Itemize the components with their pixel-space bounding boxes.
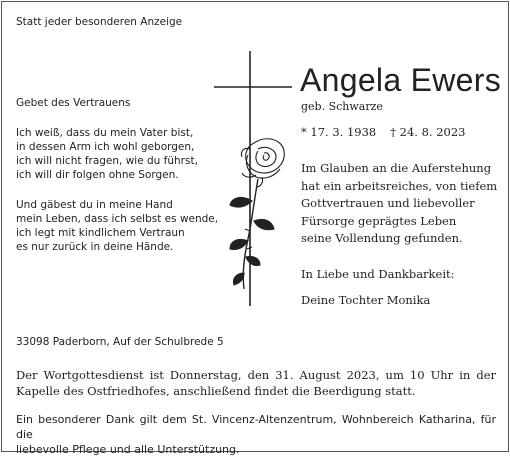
faith-line: hat ein arbeitsreiches, von tiefem — [301, 178, 498, 193]
prayer-stanza-1 — [16, 126, 198, 182]
prayer-line: mein Leben, dass ich selbst es wende, — [16, 213, 219, 225]
prayer-line: in dessen Arm ich wohl geborgen, — [16, 141, 195, 153]
service-line: Kapelle des Ostfriedhofes, anschließend findet die Beerdigung statt. — [16, 384, 416, 398]
faith-line: seine Vollendung gefunden. — [301, 231, 463, 245]
life-dates — [301, 125, 466, 139]
faith-line: Fürsorge geprägtes Leben — [301, 213, 457, 228]
prayer-line: ich will dir folgen ohne Sorgen. — [16, 169, 179, 181]
obituary-notice — [1, 1, 509, 456]
cross-icon — [214, 51, 292, 306]
prayer-line: ich legt mit kindlichem Vertraun — [16, 227, 185, 239]
gratitude-line: Ein besonderer Dank gilt dem St. Vincenz-Altenzentrum, Wohnbereich Katharina, für die — [16, 413, 496, 441]
prayer-line: Ich weiß, dass du mein Vater bist, — [16, 127, 194, 139]
notice-header: Statt jeder besonderen Anzeige — [16, 16, 183, 28]
faith-line: Im Glauben an die Auferstehung — [301, 161, 492, 175]
prayer-stanza-2 — [16, 198, 218, 254]
death-date: † 24. 8. 2023 — [390, 125, 466, 139]
service-info — [16, 367, 496, 399]
service-line: Der Wortgottesdienst ist Donnerstag, den 31. August 2023, um 10 Uhr in der — [16, 368, 496, 382]
deceased-name: Angela Ewers — [300, 62, 502, 98]
rose-icon — [230, 139, 284, 289]
prayer-line: Und gäbest du in meine Hand — [16, 199, 173, 211]
faith-line: Gottvertrauen und liebevoller — [301, 196, 475, 210]
faith-statement — [301, 160, 497, 248]
gratitude-line: liebevolle Pflege und alle Unterstützung. — [16, 443, 240, 456]
prayer-title: Gebet des Vertrauens — [16, 97, 131, 109]
cross-with-rose — [214, 51, 294, 311]
gratitude-note — [16, 412, 496, 457]
thanks-line: In Liebe und Dankbarkeit: — [301, 267, 455, 281]
birth-date: * 17. 3. 1938 — [301, 125, 377, 139]
prayer-line: es nur zurück in deine Hände. — [16, 241, 174, 253]
address: 33098 Paderborn, Auf der Schulbrede 5 — [16, 336, 224, 348]
maiden-name: geb. Schwarze — [301, 100, 383, 113]
prayer-line: ich will nicht fragen, wie du führst, — [16, 155, 198, 167]
signer: Deine Tochter Monika — [301, 293, 431, 307]
